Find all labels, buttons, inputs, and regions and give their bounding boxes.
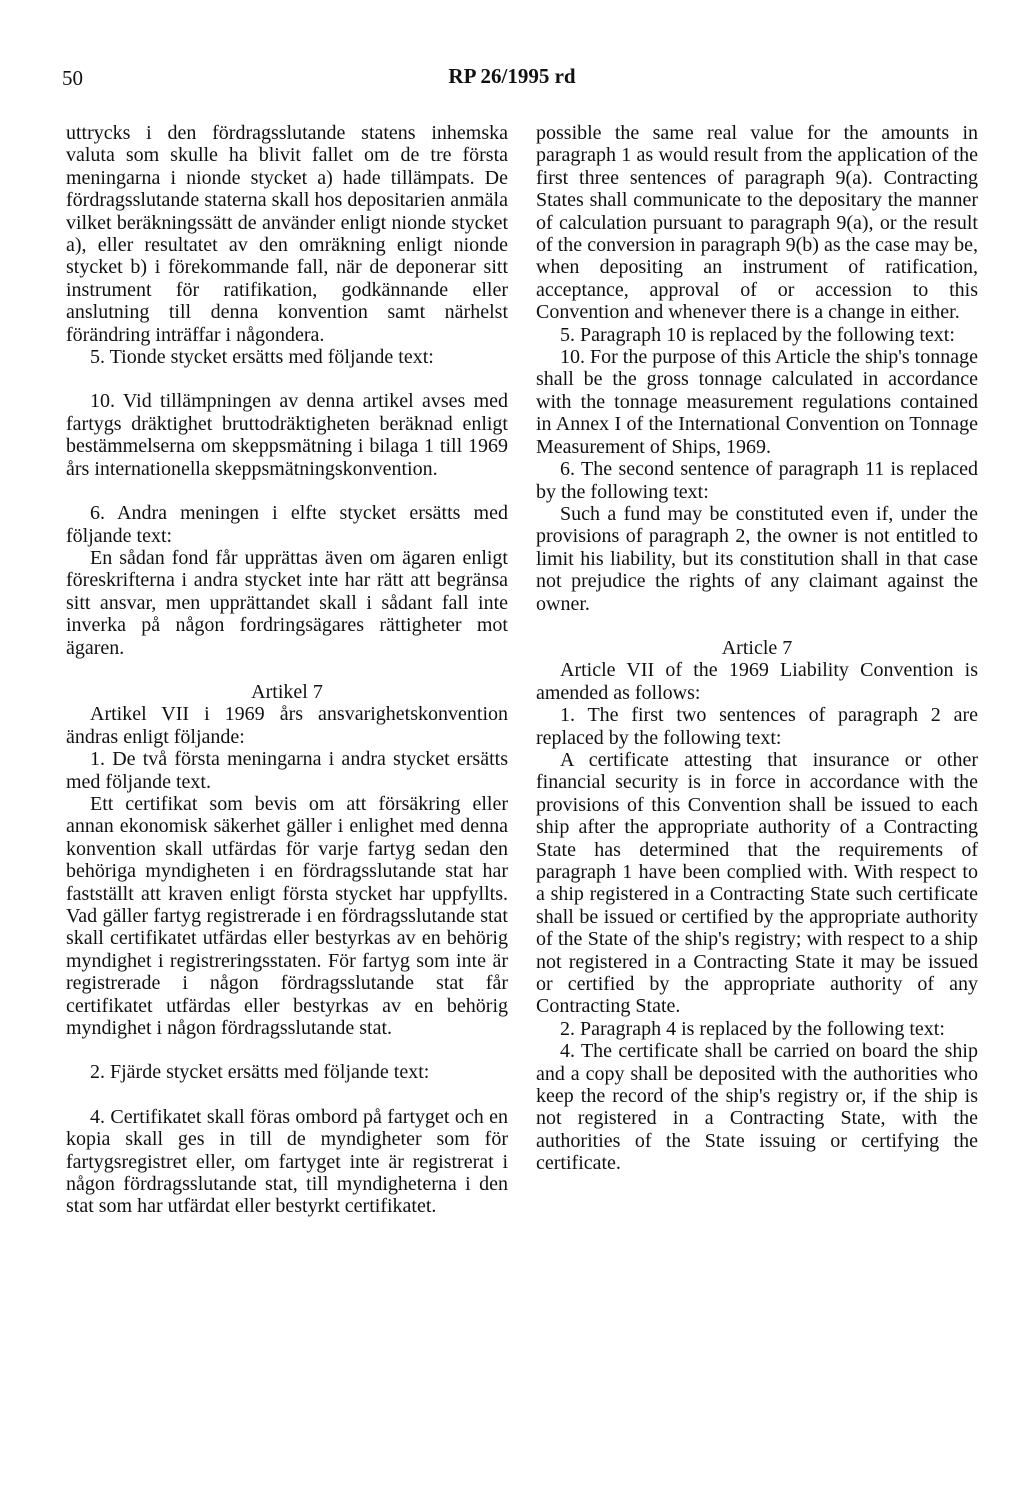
swedish-column: [66, 122, 508, 1218]
swedish-article-heading: Artikel 7: [251, 680, 323, 703]
swedish-paragraph-4: 6. Andra meningen i elfte stycket ersätts med följande text:: [66, 502, 508, 547]
english-column: [536, 122, 978, 1175]
english-paragraph-5: Such a fund may be constituted even if, under the provisions of paragraph 2, the owner is not entitled to limit his liability, but its constitution shall in that case not prejudice the rights of any claimant against the owner.: [536, 502, 978, 615]
english-paragraph-10: 4. The certificate shall be carried on board the ship and a copy shall be deposited with the authorities who keep the record of the ship's registry or, if the ship is not registered in a Contracting State, with the authorities of the State issuing or certifying the certificate.: [536, 1040, 978, 1175]
swedish-paragraph-8: Ett certifikat som bevis om att försäkring eller annan ekonomisk säkerhet gäller i enlighet med denna konvention skall utfärdas för varje fartyg sedan den behöriga myndigheten i en fördragsslutande stat har fastställt att kraven enligt första stycket har uppfyllts. Vad gäller fartyg registrerade i en fördragsslutande stat skall certifikatet utfärdas eller bestyrkas av en behörig myndighet i registreringsstaten. För fartyg som inte är registrerade i någon fördragsslutande stat får certifikatet utfärdas eller bestyrkas av en behörig myndighet i någon fördragsslutande stat.: [66, 792, 508, 1040]
english-paragraph-9: 2. Paragraph 4 is replaced by the following text:: [560, 1017, 945, 1040]
english-paragraph-3: 10. For the purpose of this Article the ship's tonnage shall be the gross tonnage calculated in accordance with the tonnage measurement regulations contained in Annex I of the International Convention on Tonnage Measurement of Ships, 1969.: [536, 346, 978, 458]
english-paragraph-8: A certificate attesting that insurance or other financial security is in force in accordance with the provisions of this Convention shall be issued to each ship after the appropriate authority of a Contracting State has determined that the requirements of paragraph 1 have been complied with. With respect to a ship registered in a Contracting State such certificate shall be issued or certified by the appropriate authority of the State of the ship's registry; with respect to a ship not registered in a Contracting State it may be issued or certified by the appropriate authority of any Contracting State.: [536, 748, 978, 1018]
swedish-paragraph-1: uttrycks i den fördragsslutande statens inhemska valuta som skulle ha blivit fallet om de tre första meningarna i nionde stycket a) hade tillämpats. De fördragsslutande staterna skall hos depositarien anmäla vilket beräkningssätt de använder enligt nionde stycket a), eller resultatet av den omräkning enligt nionde stycket b) i förekommande fall, när de deponerar sitt instrument för ratifikation, godkännande eller anslutning till denna konvention samt närhelst förändring inträffar i någondera.: [66, 122, 508, 346]
running-head: RP 26/1995 rd: [448, 64, 576, 88]
swedish-paragraph-6: Artikel VII i 1969 års ansvarighetskonvention ändras enligt följande:: [66, 703, 508, 748]
english-paragraph-2: 5. Paragraph 10 is replaced by the following text:: [560, 323, 955, 346]
swedish-paragraph-2: 5. Tionde stycket ersätts med följande text:: [90, 346, 434, 369]
swedish-paragraph-3: 10. Vid tillämpningen av denna artikel avses med fartygs dräktighet bruttodräktigheten beräknad enligt bestämmelserna om skeppsmätning i bilaga 1 till 1969 års internationella skeppsmätningskonvention.: [66, 390, 508, 480]
english-article-heading: Article 7: [721, 636, 793, 659]
page-number: 50: [62, 66, 83, 90]
swedish-paragraph-10: 4. Certifikatet skall föras ombord på fartyget och en kopia skall ges in till de myndigheter som för fartygsregistret eller, om fartyget inte är registrerat i någon fördragsslutande stat, till myndigheterna i den stat som har utfärdat eller bestyrkt certifikatet.: [66, 1105, 508, 1218]
english-paragraph-6: Article VII of the 1969 Liability Convention is amended as follows:: [536, 659, 978, 704]
english-paragraph-7: 1. The first two sentences of paragraph 2 are replaced by the following text:: [536, 704, 978, 749]
swedish-paragraph-7: 1. De två första meningarna i andra stycket ersätts med följande text.: [66, 748, 508, 793]
swedish-paragraph-5: En sådan fond får upprättas även om ägaren enligt föreskrifterna i andra stycket inte har rätt att begränsa sitt ansvar, men upprättandet skall i sådant fall inte inverka på någon fordringsägares rättigheter mot ägaren.: [66, 546, 508, 659]
english-paragraph-1: possible the same real value for the amounts in paragraph 1 as would result from the application of the first three sentences of paragraph 9(a). Contracting States shall communicate to the depositary the manner of calculation pursuant to paragraph 9(a), or the result of the conversion in paragraph 9(b) as the case may be, when depositing an instrument of ratification, acceptance, approval of or accession to this Convention and whenever there is a change in either.: [536, 122, 978, 324]
english-paragraph-4: 6. The second sentence of paragraph 11 is replaced by the following text:: [536, 458, 978, 503]
swedish-paragraph-9: 2. Fjärde stycket ersätts med följande text:: [90, 1061, 430, 1084]
